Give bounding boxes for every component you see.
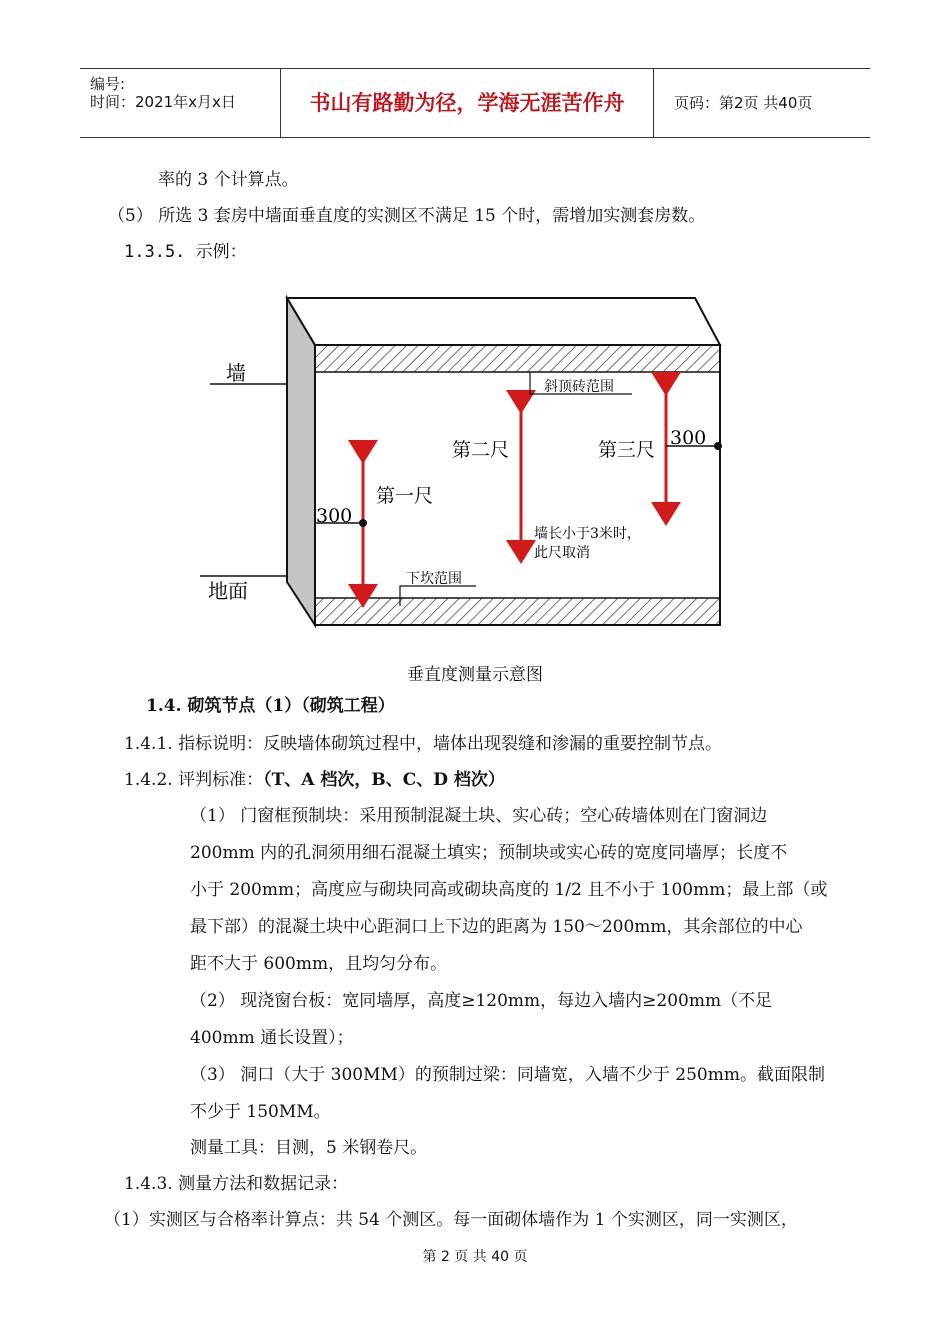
text-line: 最下部）的混凝土块中心距洞口上下边的距离为 150～200mm，其余部位的中心 xyxy=(190,917,803,937)
side-wall xyxy=(287,298,315,625)
text-line: 测量工具：目测，5 米钢卷尺。 xyxy=(190,1138,428,1158)
time-label: 时间：2021年x月x日 xyxy=(90,93,236,111)
top-zone-label: 斜顶砖范围 xyxy=(544,379,614,395)
ruler-2-label: 第二尺 xyxy=(452,439,510,461)
text-line: 距不大于 600mm，且均匀分布。 xyxy=(190,954,448,974)
text-line: 1.4.3. 测量方法和数据记录： xyxy=(124,1174,349,1194)
text-line: （1） 门窗框预制块：采用预制混凝土块、实心砖；空心砖墙体则在门窗洞边 xyxy=(190,806,768,826)
text-line: 400mm 通长设置）； xyxy=(190,1028,354,1048)
top-brick-band xyxy=(315,345,720,372)
page-header xyxy=(80,68,870,138)
text-line: 小于 200mm；高度应与砌块同高或砌块高度的 1/2 且不小于 100mm；最上部（或 xyxy=(190,880,828,900)
text-line: 200mm 内的孔洞须用细石混凝土填实；预制块或实心砖的宽度同墙厚；长度不 xyxy=(190,843,788,863)
text-line: 不少于 150MM。 xyxy=(190,1102,331,1122)
text-line: （3） 洞口（大于 300MM）的预制过梁：同墙宽，入墙不少于 250mm。截面限制 xyxy=(190,1065,825,1085)
bottom-zone-label: 下坎范围 xyxy=(406,571,462,587)
ruler-1-label: 第一尺 xyxy=(376,485,434,507)
text-line: （5） 所选 3 套房中墙面垂直度的实测区不满足 15 个时，需增加实测套房数。 xyxy=(108,206,706,226)
text-line: 1.4.1. 指标说明：反映墙体砌筑过程中，墙体出现裂缝和渗漏的重要控制节点。 xyxy=(124,734,723,754)
bottom-sill-band xyxy=(315,598,720,625)
page-footer: 第 2 页 共 40 页 xyxy=(422,1249,528,1265)
floor-label: 地面 xyxy=(208,579,248,603)
note-line-2: 此尺取消 xyxy=(534,545,590,561)
ruler-3-label: 第三尺 xyxy=(598,439,656,461)
section-heading: 1.4. 砌筑节点（1）（砌筑工程） xyxy=(146,696,395,716)
figure-caption: 垂直度测量示意图 xyxy=(407,665,543,685)
criteria-grades: （T、A 档次，B、C、D 档次） xyxy=(263,770,505,790)
wall-label: 墙 xyxy=(226,361,246,385)
text-line: （2） 现浇窗台板：宽同墙厚，高度≥120mm，每边入墙内≥200mm（不足 xyxy=(190,991,773,1011)
section-heading: 1.3.5. 示例： xyxy=(124,242,247,262)
dim-point-right xyxy=(714,442,722,450)
top-face xyxy=(287,298,720,345)
text-line: 率的 3 个计算点。 xyxy=(158,170,299,190)
dim-point-left xyxy=(359,519,367,527)
criteria-label: 1.4.2. 评判标准： xyxy=(124,770,264,790)
text-line xyxy=(124,768,505,792)
number-label: 编号: xyxy=(90,75,126,93)
text-line: （1）实测区与合格率计算点：共 54 个测区。每一面砌体墙作为 1 个实测区，同一实测区， xyxy=(104,1210,798,1230)
header-meta xyxy=(80,69,281,137)
page-info: 页码：第2页 共40页 xyxy=(674,94,813,112)
header-page-info xyxy=(664,69,870,137)
dim-label-left: 300 xyxy=(316,505,353,527)
dim-label-right: 300 xyxy=(670,427,707,449)
verticality-diagram xyxy=(190,290,740,640)
note-line-1: 墙长小于3米时， xyxy=(534,526,641,542)
header-motto: 书山有路勤为径，学海无涯苦作舟 xyxy=(281,69,654,137)
